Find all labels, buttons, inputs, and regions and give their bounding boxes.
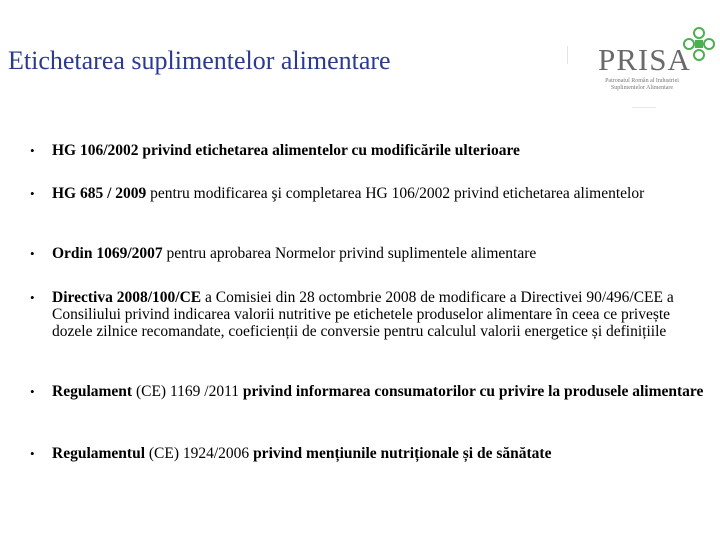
logo-underline [632,107,656,108]
bullet: • [30,446,35,461]
page-title: Etichetarea suplimentelor alimentare [8,46,391,75]
bullet: • [30,246,35,261]
bullet: • [30,143,35,158]
bullet: • [30,186,35,201]
item-text: Ordin 1069/2007 pentru aprobarea Normelor privind suplimentele alimentare [52,245,537,262]
item-text: Directiva 2008/100/CE a Comisiei din 28 octombrie 2008 de modificare a Directivei 90/496/CEE a Consiliului privind indicarea valorii nutritive pe etichetele produselor alimentare în ceea ce privește dozele zilnice recomandate, coeficienții de conversie pentru calculul valorii energetice și definițiile [52,289,674,340]
prisa-logo [598,22,720,108]
cross-icon [682,26,716,62]
divider [567,46,568,64]
logo-subtitle: Patronatul Român al Industriei Suplimentelor Alimentare [605,78,679,91]
item-text: Regulament (CE) 1169 /2011 privind informarea consumatorilor cu privire la produsele alimentare [52,383,704,400]
item-text: Regulamentul (CE) 1924/2006 privind mențiunile nutriționale și de sănătate [52,445,552,462]
bullet: • [30,290,35,305]
item-text: HG 685 / 2009 pentru modificarea şi completarea HG 106/2002 privind etichetarea alimentelor [52,185,645,202]
bullet: • [30,384,35,399]
logo-name: PRISA [598,42,691,77]
item-text: HG 106/2002 privind etichetarea alimentelor cu modificările ulterioare [52,142,520,159]
